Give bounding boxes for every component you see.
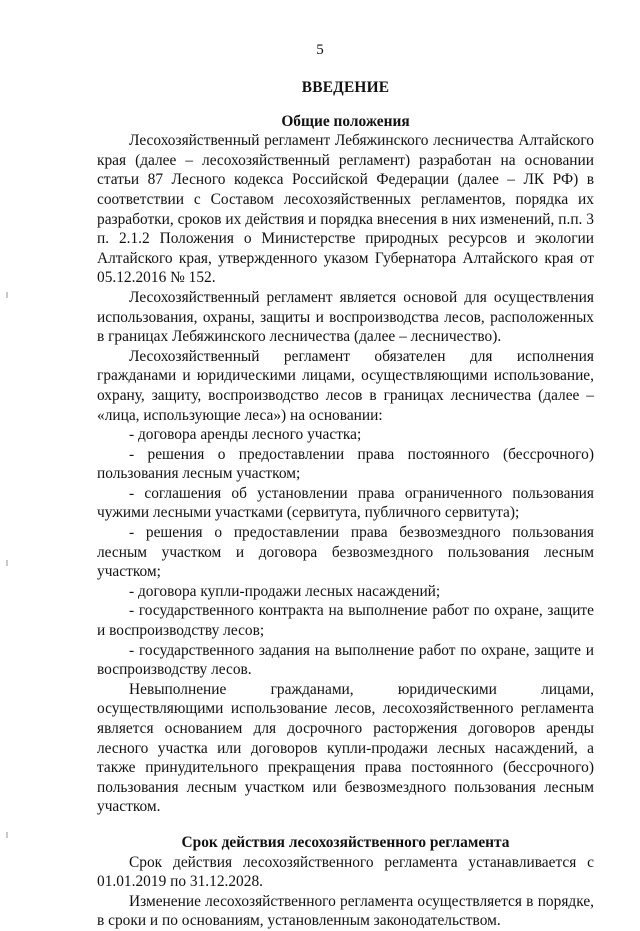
page-title: ВВЕДЕНИЕ	[301, 79, 390, 96]
section-gap	[97, 817, 594, 833]
list-item: - решения о предоставлении права постоянного (бессрочного) пользования лесным участком;	[97, 445, 594, 483]
list-item: - договора купли-продажи лесных насаждений;	[129, 582, 441, 600]
section-heading-general: Общие положения	[281, 112, 410, 130]
scan-edge-mark	[6, 560, 8, 566]
paragraph: Невыполнение гражданами, юридическими лицами, осуществляющими использование лесов, лесохозяйственного регламента является основанием для досрочного расторжения договоров аренды лесного участка или договоров купли-продажи лесных насаждений, а также принудительного прекращения права постоянного (бессрочного) пользования лесным участком или безвозмездного пользования лесным участком.	[97, 680, 594, 816]
scan-edge-mark	[6, 292, 8, 298]
list-item: - государственного задания на выполнение работ по охране, защите и воспроизводству лесов.	[97, 641, 594, 679]
list-item: - решения о предоставлении права безвозмездного пользования лесным участком и договора безвозмездного пользования лесным участком;	[97, 524, 594, 581]
paragraph: Лесохозяйственный регламент является основой для осуществления использования, охраны, защиты и воспроизводства лесов, расположенных в границах Лебяжинского лесничества (далее – лесничество).	[97, 288, 594, 346]
list-item: - соглашения об установлении права ограниченного пользования чужими лесными участками (сервитута, публичного сервитута);	[97, 484, 594, 522]
page-number: 5	[316, 42, 324, 58]
document-body	[97, 78, 594, 931]
paragraph: Лесохозяйственный регламент обязателен для исполнения гражданами и юридическими лицами, осуществляющими использование, охрану, защиту, воспроизводство лесов в границах лесничества (далее – «лица, использующие леса») на основании:	[97, 347, 594, 424]
paragraph: Срок действия лесохозяйственного регламента устанавливается с 01.01.2019 по 31.12.2028.	[97, 853, 594, 891]
list-item: - договора аренды лесного участка;	[129, 426, 362, 444]
section-heading-validity: Срок действия лесохозяйственного регламента	[181, 833, 510, 851]
scan-edge-mark	[6, 832, 8, 838]
list-item: - государственного контракта на выполнение работ по охране, защите и воспроизводству лесов;	[97, 602, 594, 640]
paragraph: Лесохозяйственный регламент Лебяжинского лесничества Алтайского края (далее – лесохозяйственный регламент) разработан на основании статьи 87 Лесного кодекса Российской Федерации (далее – ЛК РФ) в соответствии с Составом лесохозяйственных регламентов, порядка их разработки, сроков их действия и порядка внесения в них изменений, п.п. 3 п. 2.1.2 Положения о Министерстве природных ресурсов и экологии Алтайского края, утвержденного указом Губернатора Алтайского края от 05.12.2016 № 152.	[97, 132, 594, 287]
paragraph: Изменение лесохозяйственного регламента осуществляется в порядке, в сроки и по основаниям, установленным законодательством.	[97, 892, 594, 930]
